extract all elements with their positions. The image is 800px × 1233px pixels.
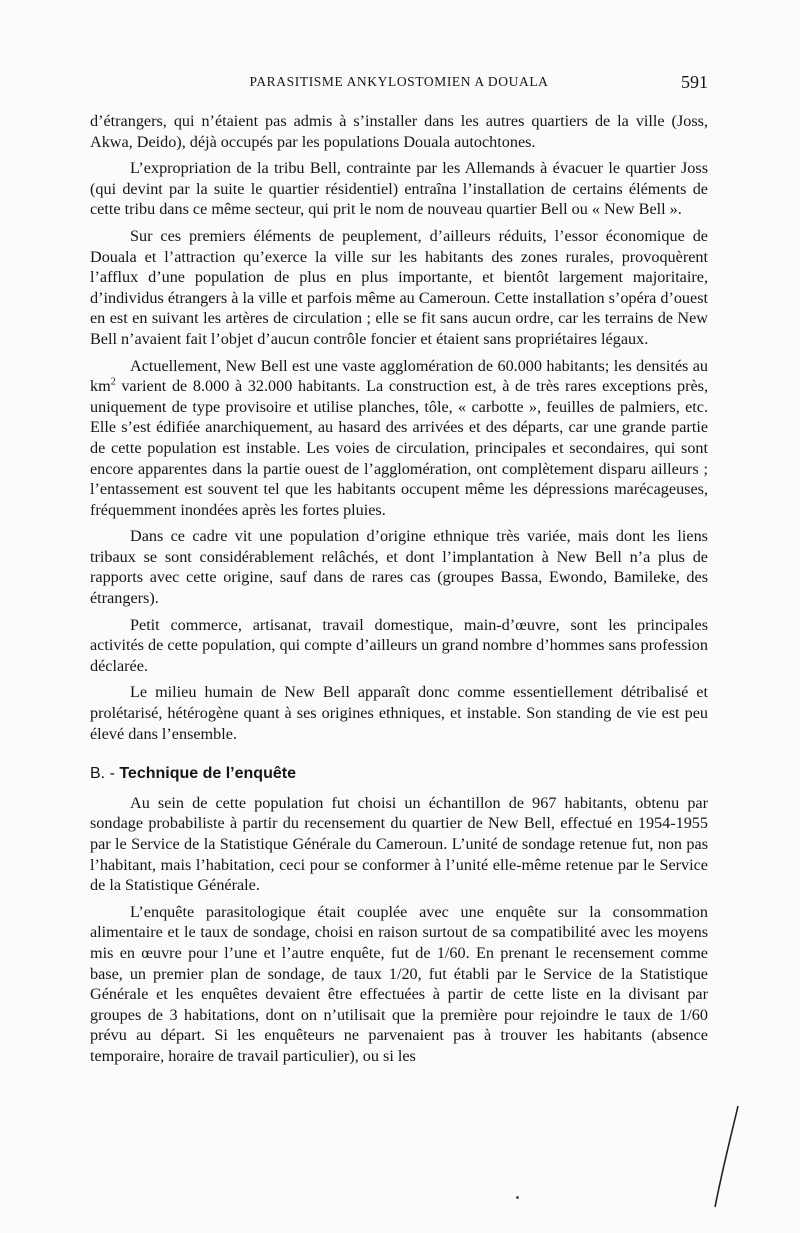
- page-header: [90, 74, 708, 96]
- section-title: Technique de l’enquête: [119, 765, 296, 783]
- page-number: 591: [681, 72, 708, 92]
- paragraph: Sur ces premiers éléments de peuplement, d’ailleurs réduits, l’essor économique de Douala et l’attraction qu’exerce la ville sur les habitants des zones rurales, provoquèrent l’afflux d’une population de plus en plus importante, et bientôt largement majoritaire, d’individus étrangers à la ville et parfois même au Cameroun. Cette installation s’opéra d’ouest en est en suivant les artères de circulation ; elle se fit sans aucun ordre, car les terrains de New Bell n’avaient fait l’objet d’aucun contrôle foncier et étaient sans propriétaires légaux.: [90, 226, 708, 348]
- margin-pencil-mark: [712, 1102, 742, 1212]
- paragraph: L’expropriation de la tribu Bell, contrainte par les Allemands à évacuer le quartier Joss (qui devint par la suite le quartier résidentiel) entraîna l’installation de certains éléments de cette tribu dans ce même secteur, qui prit le nom de nouveau quartier Bell ou « New Bell ».: [90, 159, 708, 219]
- superscript: 2: [110, 376, 116, 388]
- paragraph: L’enquête parasitologique était couplée avec une enquête sur la consommation alimentaire et le taux de sondage, choisi en raison surtout de sa compatibilité avec les moyens mis en œuvre pour l’une et l’autre enquête, fut de 1/60. En prenant le recensement comme base, un premier plan de sondage, de taux 1/20, fut établi par le Service de la Statistique Générale et les enquêtes devaient être effectuées à partir de cette liste en la divisant par groupes de 3 habitations, dont on n’utilisait que la première pour rejoindre le taux de 1/60 prévu au départ. Si les enquêteurs ne parvenaient pas à trouver les habitants (absence temporaire, horaire de travail particulier), ou si les: [90, 902, 708, 1065]
- section-heading: [90, 764, 708, 785]
- paragraph: Le milieu humain de New Bell apparaît donc comme essentiellement détribalisé et prolétarisé, hétérogène quant à ses origines ethniques, et instable. Son standing de vie est peu élevé dans l’ensemble.: [90, 683, 708, 743]
- section-letter: B. -: [90, 765, 115, 783]
- body-text: [90, 111, 708, 1073]
- running-title: PARASITISME ANKYLOSTOMIEN A DOUALA: [249, 74, 549, 89]
- paragraph: Au sein de cette population fut choisi un échantillon de 967 habitants, obtenu par sondage probabiliste à partir du recensement du quartier de New Bell, effectué en 1954-1955 par le Service de la Statistique Générale du Cameroun. L’unité de sondage retenue fut, non pas l’habitant, mais l’habitation, ceci pour se conformer à l’unité elle-même retenue par le Service de la Statistique Générale.: [90, 793, 708, 895]
- paragraph: d’étrangers, qui n’étaient pas admis à s’installer dans les autres quartiers de la ville (Joss, Akwa, Deido), déjà occupés par les populations Douala autochtones.: [90, 112, 708, 151]
- paragraph-text: varient de 8.000 à 32.000 habitants. La construction est, à de très rares exceptions près, uniquement de type provisoire et utilise planches, tôle, « carbotte », feuilles de palmiers, etc. Elle s’est édifiée anarchiquement, au hasard des arrivées et des départs, car une grande partie de cette population est instable. Les voies de circulation, principales et secondaires, qui sont encore apparentes dans la partie ouest de l’agglomération, ont complètement disparu ailleurs ; l’entassement est souvent tel que les habitants occupent même les dépressions marécageuses, fréquemment inondées après les fortes pluies.: [90, 377, 708, 519]
- paragraph: Dans ce cadre vit une population d’origine ethnique très variée, mais dont les liens tribaux se sont considérablement relâchés, et dont l’implantation à New Bell n’a plus de rapports avec cette origine, sauf dans de rares cas (groupes Bassa, Ewondo, Bamileke, des étrangers).: [90, 527, 708, 608]
- paragraph: Petit commerce, artisanat, travail domestique, main-d’œuvre, sont les principales activités de cette population, qui compte d’ailleurs un grand nombre d’hommes sans profession déclarée.: [90, 615, 708, 675]
- scan-speck: [516, 1196, 519, 1199]
- paragraph-text: Actuellement, New Bell est une vaste agglomération de 60.000 habitants; les densités au km: [90, 356, 708, 396]
- paragraph-densities: [90, 356, 708, 521]
